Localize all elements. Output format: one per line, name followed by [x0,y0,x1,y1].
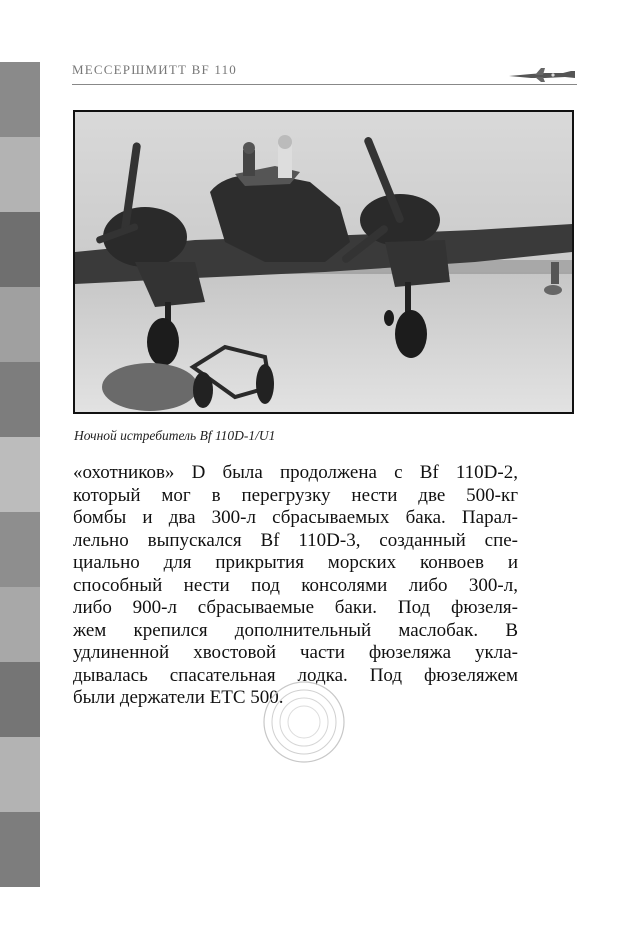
strip-band [0,662,40,737]
body-line: способный нести под консолями либо 300-л, [73,574,518,596]
aircraft-silhouette-icon [505,66,577,84]
strip-band [0,362,40,437]
strip-band [0,287,40,362]
running-header-title: МЕССЕРШМИТТ BF 110 [72,62,237,77]
figure-caption: Ночной истребитель Bf 110D-1/U1 [74,428,276,443]
strip-band [0,737,40,812]
body-line: «охотников» D была продолжена с Bf 110D-2, [73,462,518,483]
body-line: бомбы и два 300-л сбрасываемых бака. Парал- [73,507,518,528]
circular-stamp-icon [262,680,346,764]
body-line: были держатели ЕТС 500. [73,687,284,708]
strip-band [0,137,40,212]
running-header [72,60,577,86]
body-line: удлиненной хвостовой части фюзеляжа укла- [73,642,518,663]
thumb-index-strip [0,62,40,887]
body-line: который мог в перегрузку нести две 500-кг [73,484,518,506]
strip-band [0,212,40,287]
strip-band [0,512,40,587]
body-line: либо 900-л сбрасываемые баки. Под фюзеля- [73,597,518,618]
strip-band [0,812,40,887]
strip-band [0,62,40,137]
body-line: жем крепился дополнительный маслобак. В [73,619,518,641]
header-rule [72,84,577,85]
strip-band [0,587,40,662]
body-line: лельно выпускался Bf 110D-3, созданный спе- [73,529,518,551]
body-line: дывалась спасательная лодка. Под фюзеляжем [73,664,518,686]
photo-night-fighter-bf110-on-airfield [73,110,574,414]
body-text [73,462,518,710]
body-line: циально для прикрытия морских конвоев и [73,552,518,573]
strip-band [0,437,40,512]
